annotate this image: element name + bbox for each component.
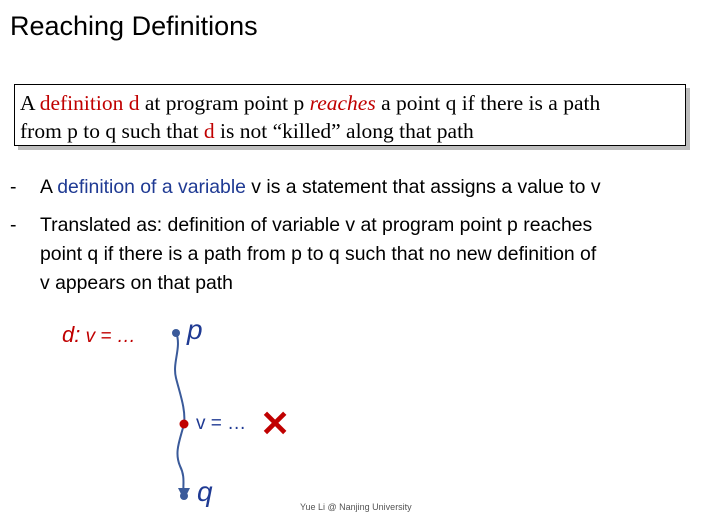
bullet-highlight: definition of a variable <box>57 176 246 198</box>
def-text: at program point p <box>139 91 310 115</box>
cross-icon: ✕ <box>260 403 291 444</box>
bullet-line: Translated as: definition of variable v at program point p reaches <box>40 214 593 236</box>
slide-title: Reaching Definitions <box>10 11 258 41</box>
bullet-line: v appears on that path <box>40 272 233 294</box>
def-text: from p to q such that <box>20 119 204 143</box>
point-p-dot <box>172 329 180 337</box>
bullet-text: A definition of a variable v is a statement that assigns a value to v <box>40 176 601 198</box>
def-text: is not “killed” along that path <box>214 119 474 143</box>
bullet-dash: - <box>10 176 17 198</box>
def-highlight-reaches: reaches <box>309 91 376 115</box>
def-highlight-d: d <box>203 119 215 143</box>
point-p-label: p <box>187 314 203 345</box>
point-q-dot <box>180 492 188 500</box>
path-curve <box>175 332 184 494</box>
point-q-label: q <box>197 476 213 507</box>
bullet-line: point q if there is a path from p to q such that no new definition of <box>40 243 597 265</box>
footer-credit: Yue Li @ Nanjing University <box>300 502 412 512</box>
def-d-label: d: v = … <box>62 322 136 347</box>
def-text: a point q if there is a path <box>375 91 601 115</box>
bullet-dash: - <box>10 214 17 236</box>
redefinition-label: v = … <box>196 413 247 434</box>
def-text: A <box>20 91 40 115</box>
def-highlight-definition-d: definition d <box>39 91 140 115</box>
redefinition-dot <box>180 420 189 429</box>
